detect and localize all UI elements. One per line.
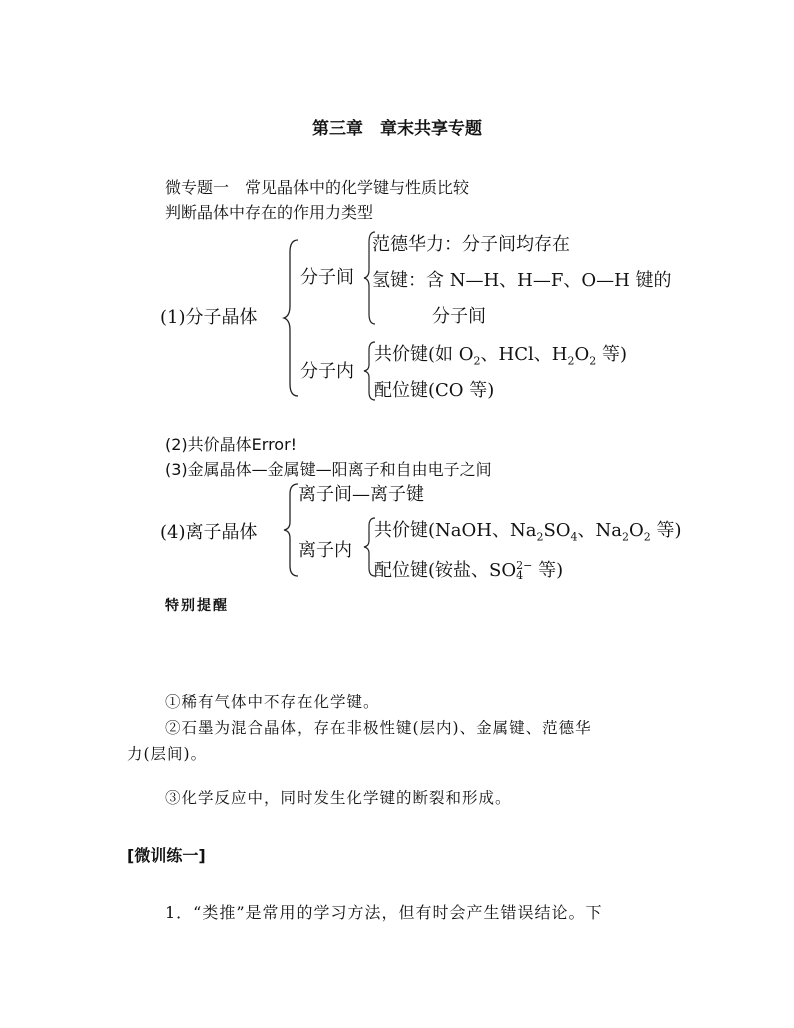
topic-heading: 微专题一 常见晶体中的化学键与性质比较 [165, 178, 470, 197]
tip-2-line-2: 力(层间)。 [127, 745, 208, 763]
tip-3: ③化学反应中，同时发生化学键的断裂和形成。 [165, 789, 512, 807]
coordinate-bond-examples: 配位键(CO 等) [374, 380, 495, 401]
page-title: 第三章 章末共享专题 [312, 119, 482, 139]
intramolecular-label: 分子内 [300, 361, 354, 382]
practice-heading: [微训练一] [127, 846, 206, 865]
tip-2-line-1: ②石墨为混合晶体，存在非极性键(层内)、金属键、范德华 [165, 719, 592, 737]
ionic-crystal-label: (4)离子晶体 [160, 522, 258, 543]
ionic-covalent-bond-examples: 共价键(NaOH、$Na_2SO_4$、$Na_2O_2$ 等) [374, 520, 682, 544]
hydrogen-bond-text: 氢键：含 N—H、H—F、O—H 键的 [372, 270, 672, 291]
hydrogen-bond-text-cont: 分子间 [432, 306, 486, 327]
topic-subheading: 判断晶体中存在的作用力类型 [165, 203, 374, 222]
metallic-crystal-line: (3)金属晶体—金属键—阳离子和自由电子之间 [165, 460, 492, 479]
molecular-crystal-brace [282, 238, 302, 398]
covalent-crystal-line: (2)共价晶体Error! [165, 435, 298, 454]
question-1-text: 1．“类推”是常用的学习方法，但有时会产生错误结论。下 [165, 903, 603, 922]
intraionic-label: 离子内 [298, 540, 352, 561]
molecular-crystal-label: (1)分子晶体 [160, 307, 258, 328]
van-der-waals-text: 范德华力：分子间均存在 [372, 234, 570, 255]
ionic-coordinate-bond-examples: 配位键(铵盐、SO 2− 4 等) [374, 559, 564, 582]
covalent-bond-examples: 共价键(如 $O_2$、HCl、$H_2O_2$ 等) [374, 344, 627, 368]
intermolecular-label: 分子间 [300, 267, 354, 288]
tip-1: ①稀有气体中不存在化学键。 [165, 693, 380, 711]
special-tip-label: 特别提醒 [165, 598, 229, 614]
interionic-text: 离子间—离子键 [298, 484, 424, 505]
